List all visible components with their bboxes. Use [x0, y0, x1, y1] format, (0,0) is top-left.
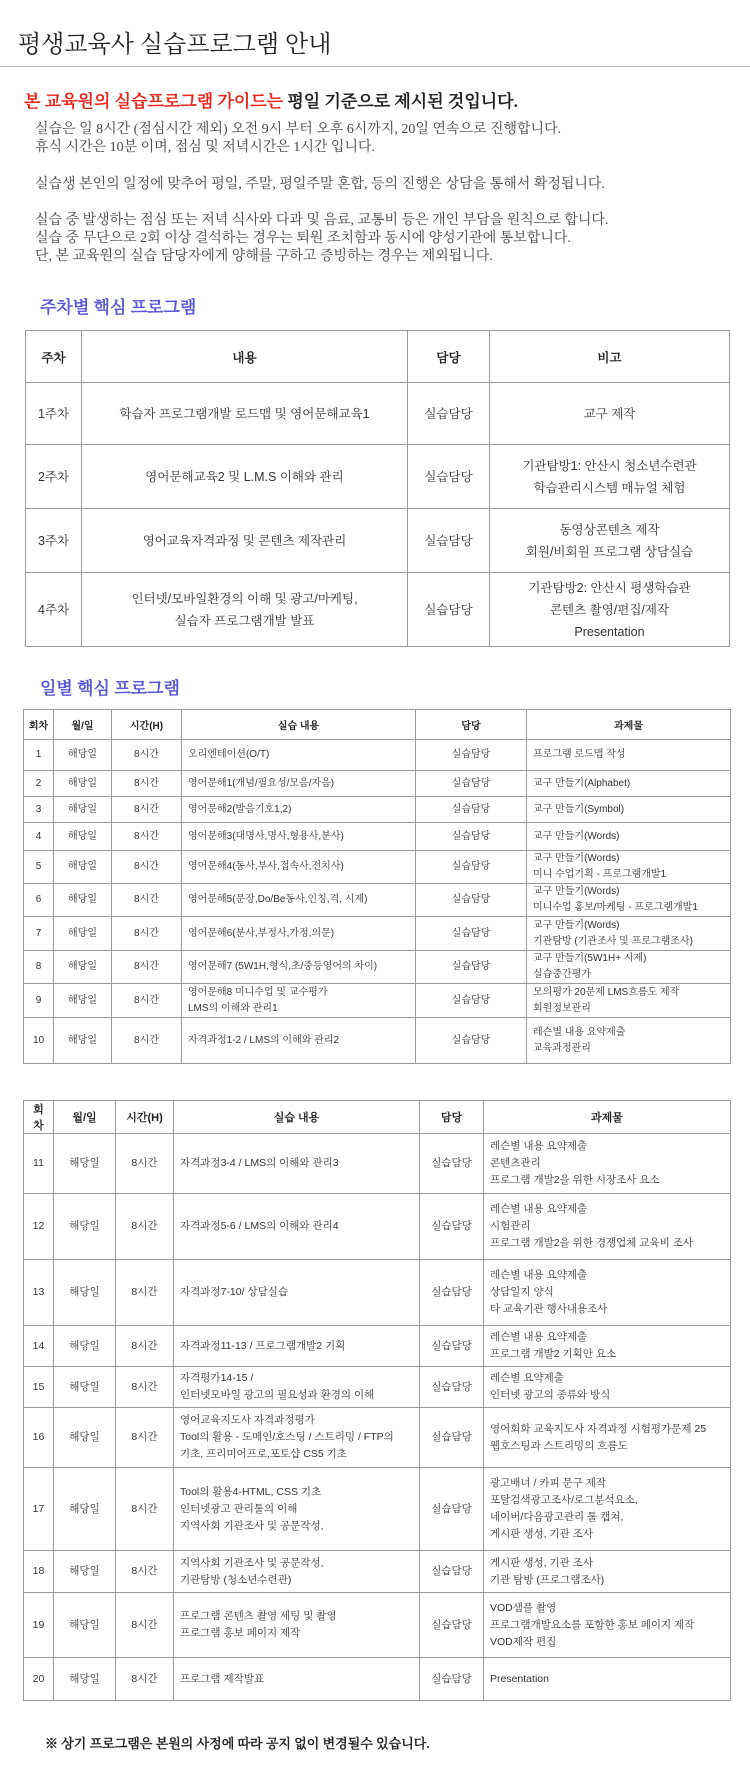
task-cell-line: 포탈검색광고조사/로그분석요소,	[490, 1494, 638, 1506]
hours-cell: 8시간	[112, 797, 182, 823]
content-cell-line: 프로그램 콘텐츠 촬영 세팅 및 촬영	[180, 1610, 337, 1622]
task-cell-line: 교구 만들기(Words)	[533, 830, 620, 842]
content-cell-line: 영어문해3(대명사,명사,형용사,분사)	[188, 830, 344, 842]
no-cell: 12	[24, 1194, 54, 1260]
task-cell-line: 콘텐츠관리	[490, 1157, 541, 1169]
content-cell-line: 영어문해6(분사,부정사,가정,의문)	[188, 927, 335, 939]
no-cell: 19	[24, 1593, 54, 1658]
task-cell	[527, 851, 731, 884]
date-cell: 해당일	[54, 1593, 116, 1658]
note-cell-line: 기관탐방1: 안산시 청소년수련관	[522, 458, 697, 473]
header-note: 비고	[490, 331, 730, 383]
no-cell: 15	[24, 1367, 54, 1408]
task-cell-line: 레슨별 내용 요약제출	[490, 1140, 588, 1152]
charge-cell: 실습담당	[416, 951, 527, 984]
intro-line: 실습 중 발생하는 점심 또는 저녁 식사와 다과 및 음료, 교통비 등은 개인 부담을 원칙으로 합니다.	[35, 213, 609, 228]
content-cell-line: 영어교육자격과정 및 콘텐츠 제작관리	[142, 533, 347, 548]
task-cell	[484, 1658, 731, 1701]
header-charge: 담당	[408, 331, 490, 383]
title-divider	[0, 66, 750, 67]
daily-heading: 일별 핵심 프로그램	[40, 679, 180, 698]
header-content: 실습 내용	[174, 1101, 420, 1134]
hours-cell: 8시간	[112, 771, 182, 797]
task-cell	[527, 884, 731, 917]
charge-cell: 실습담당	[408, 573, 490, 647]
task-cell-line: 레슨별 내용 요약제출	[533, 1026, 626, 1038]
task-cell	[484, 1260, 731, 1326]
header-charge: 담당	[416, 710, 527, 740]
daily-body-1	[24, 740, 731, 1064]
charge-cell: 실습담당	[408, 383, 490, 445]
hours-cell: 8시간	[112, 740, 182, 771]
daily-body-2	[24, 1134, 731, 1701]
content-cell-line: 영어문해5(문장,Do/Be동사,인칭,격, 시제)	[188, 894, 368, 905]
charge-cell: 실습담당	[420, 1194, 484, 1260]
hours-cell: 8시간	[112, 917, 182, 951]
task-cell-line: 상담일지 양식	[490, 1286, 554, 1298]
no-cell: 11	[24, 1134, 54, 1194]
weekly-row	[26, 383, 730, 445]
no-cell: 4	[24, 823, 54, 851]
daily-row	[24, 797, 731, 823]
daily-header-row	[24, 1101, 731, 1134]
content-cell	[182, 771, 416, 797]
week-cell: 2주차	[26, 445, 82, 509]
weekly-row	[26, 573, 730, 647]
content-cell	[174, 1367, 420, 1408]
note-cell-line: 기관탐방2: 안산시 평생학습관	[528, 580, 691, 595]
date-cell: 해당일	[54, 1260, 116, 1326]
task-cell	[484, 1408, 731, 1468]
no-cell: 1	[24, 740, 54, 771]
content-cell	[182, 851, 416, 884]
intro-paragraph-schedule	[35, 121, 561, 157]
daily-row	[24, 1408, 731, 1468]
hours-cell: 8시간	[112, 1018, 182, 1064]
charge-cell: 실습담당	[420, 1260, 484, 1326]
intro-paragraph-rules	[35, 212, 608, 266]
charge-cell: 실습담당	[420, 1468, 484, 1551]
content-cell-line: 영어문해2(발음기호1,2)	[188, 803, 292, 815]
hours-cell: 8시간	[116, 1551, 174, 1593]
note-cell-line: 콘텐츠 촬영/편집/제작	[549, 602, 670, 617]
daily-row	[24, 1593, 731, 1658]
hours-cell: 8시간	[112, 984, 182, 1018]
no-cell: 9	[24, 984, 54, 1018]
weekly-program-table	[25, 330, 730, 647]
hours-cell: 8시간	[116, 1367, 174, 1408]
no-cell: 17	[24, 1468, 54, 1551]
task-cell-line: 기관탐방 (기관조사 및 프로그램조사)	[533, 935, 693, 947]
task-cell-line: VOD제작 편집	[490, 1635, 557, 1648]
charge-cell: 실습담당	[420, 1593, 484, 1658]
date-cell: 해당일	[54, 917, 112, 951]
no-cell: 7	[24, 917, 54, 951]
note-cell-line: 교구 제작	[583, 406, 636, 421]
task-cell-line: 미니 수업기획 - 프로그램개발1	[533, 869, 667, 880]
content-cell	[174, 1658, 420, 1701]
header-content: 실습 내용	[182, 710, 416, 740]
charge-cell: 실습담당	[416, 851, 527, 884]
daily-row	[24, 740, 731, 771]
note-cell	[490, 383, 730, 445]
task-cell	[527, 917, 731, 951]
no-cell: 3	[24, 797, 54, 823]
date-cell: 해당일	[54, 771, 112, 797]
date-cell: 해당일	[54, 851, 112, 884]
date-cell: 해당일	[54, 1408, 116, 1468]
task-cell	[527, 797, 731, 823]
content-cell-line: Tool의 활용 - 도메인/호스팅 / 스트리밍 / FTP의	[180, 1431, 394, 1443]
week-cell: 3주차	[26, 509, 82, 573]
daily-row	[24, 951, 731, 984]
footer-note: ※ 상기 프로그램은 본원의 사정에 따라 공지 없이 변경될수 있습니다.	[45, 1736, 430, 1751]
task-cell	[527, 771, 731, 797]
charge-cell: 실습담당	[420, 1367, 484, 1408]
weekly-heading: 주차별 핵심 프로그램	[40, 298, 197, 317]
daily-row	[24, 917, 731, 951]
charge-cell: 실습담당	[420, 1134, 484, 1194]
task-cell-line: 기관 탐방 (프로그램조사)	[490, 1573, 605, 1586]
no-cell: 10	[24, 1018, 54, 1064]
task-cell-line: VOD샘플 촬영	[490, 1601, 557, 1614]
date-cell: 해당일	[54, 884, 112, 917]
task-cell	[484, 1468, 731, 1551]
task-cell-line: 레슨별 내용 요약제출	[490, 1203, 588, 1215]
header-hours: 시간(H)	[116, 1101, 174, 1134]
content-cell	[82, 573, 408, 647]
content-cell	[82, 383, 408, 445]
task-cell-line: 실습중간평가	[533, 969, 591, 980]
content-cell	[174, 1593, 420, 1658]
weekly-row	[26, 445, 730, 509]
content-cell-line: 영어문해1(개념/필요성/모음/자음)	[188, 777, 335, 789]
guide-statement	[24, 87, 518, 112]
date-cell: 해당일	[54, 984, 112, 1018]
note-cell-line: 동영상콘텐츠 제작	[559, 522, 660, 537]
daily-row	[24, 851, 731, 884]
task-cell-line: 교구 만들기(Symbol)	[533, 803, 625, 815]
task-cell-line: 교육과정관리	[533, 1042, 591, 1054]
intro-line: 실습생 본인의 일정에 맞추어 평일, 주말, 평일주말 혼합, 등의 진행은 상담을 통해서 확정됩니다.	[35, 177, 605, 192]
task-cell	[484, 1367, 731, 1408]
header-date: 월/일	[54, 1101, 116, 1134]
task-cell-line: 인터넷 광고의 종류와 방식	[490, 1389, 611, 1401]
task-cell	[484, 1326, 731, 1367]
task-cell-line: 레슨별 내용 요약제출	[490, 1331, 588, 1343]
task-cell-line: 교구 만들기(Alphabet)	[533, 777, 631, 789]
task-cell	[484, 1551, 731, 1593]
daily-header-row	[24, 710, 731, 740]
task-cell-line: 교구 만들기(5W1H+ 시제)	[533, 953, 647, 964]
daily-row	[24, 1551, 731, 1593]
no-cell: 8	[24, 951, 54, 984]
task-cell-line: 네이버/다음광고관리 툴 캡쳐,	[490, 1511, 624, 1523]
task-cell-line: 교구 만들기(Words)	[533, 919, 620, 931]
date-cell: 해당일	[54, 1551, 116, 1593]
task-cell-line: 레슨별 요약제출	[490, 1372, 564, 1384]
task-cell	[527, 1018, 731, 1064]
charge-cell: 실습담당	[416, 740, 527, 771]
content-cell	[174, 1408, 420, 1468]
hours-cell: 8시간	[116, 1194, 174, 1260]
header-date: 월/일	[54, 710, 112, 740]
task-cell-line: 게시판 생성, 기관 조사	[490, 1556, 593, 1569]
note-cell	[490, 445, 730, 509]
content-cell-line: 학습자 프로그램개발 로드맵 및 영어문해교육1	[119, 406, 370, 421]
task-cell-line: 시험관리	[490, 1220, 531, 1232]
content-cell-line: 인터넷/모바일환경의 이해 및 광고/마케팅,	[131, 591, 358, 606]
date-cell: 해당일	[54, 1134, 116, 1194]
intro-line: 단, 본 교육원의 실습 담당자에게 양해를 구하고 증빙하는 경우는 제외됩니다.	[35, 249, 493, 264]
content-cell	[182, 797, 416, 823]
intro-line: 휴식 시간은 10분 이며, 점심 및 저녁시간은 1시간 입니다.	[35, 140, 376, 155]
charge-cell: 실습담당	[416, 1018, 527, 1064]
content-cell-line: 인터넷광고 관리툴의 이해	[180, 1502, 298, 1515]
no-cell: 6	[24, 884, 54, 917]
content-cell-line: 지역사회 기관조사 및 공문작성,	[180, 1519, 324, 1532]
daily-row	[24, 884, 731, 917]
date-cell: 해당일	[54, 951, 112, 984]
content-cell	[82, 509, 408, 573]
intro-line: 실습은 일 8시간 (점심시간 제외) 오전 9시 부터 오후 6시까지, 20일 연속으로 진행합니다.	[35, 122, 562, 137]
task-cell-line: 프로그램 개발2을 위한 경쟁업체 교육비 조사	[490, 1237, 693, 1249]
daily-row	[24, 1367, 731, 1408]
content-cell-line: 오리엔테이션(O/T)	[188, 749, 270, 760]
hours-cell: 8시간	[116, 1326, 174, 1367]
date-cell: 해당일	[54, 740, 112, 771]
note-cell-line: 회원/비회원 프로그램 상담실습	[525, 544, 694, 559]
content-cell-line: 자격과정5-6 / LMS의 이해와 관리4	[180, 1220, 339, 1232]
charge-cell: 실습담당	[408, 509, 490, 573]
hours-cell: 8시간	[112, 851, 182, 884]
content-cell-line: 영어문해8 미니수업 및 교수평가	[188, 986, 328, 998]
intro-paragraph-options	[35, 176, 605, 194]
content-cell-line: 영어교육지도사 자격과정평가	[180, 1414, 315, 1426]
content-cell	[174, 1194, 420, 1260]
content-cell	[174, 1260, 420, 1326]
task-cell-line: 광고배너 / 카피 문구 제작	[490, 1477, 607, 1489]
content-cell-line: 기초, 프리미어프로,포토샵 CS5 기초	[180, 1448, 347, 1460]
content-cell-line: LMS의 이해와 관리1	[188, 1002, 278, 1014]
hours-cell: 8시간	[112, 823, 182, 851]
header-content: 내용	[82, 331, 408, 383]
date-cell: 해당일	[54, 1194, 116, 1260]
no-cell: 18	[24, 1551, 54, 1593]
content-cell-line: 영어문해교육2 및 L.M.S 이해와 관리	[145, 469, 344, 484]
content-cell-line: 자격과정1-2 / LMS의 이해와 관리2	[188, 1034, 340, 1046]
date-cell: 해당일	[54, 1326, 116, 1367]
date-cell: 해당일	[54, 1367, 116, 1408]
task-cell-line: 교구 만들기(Words)	[533, 886, 620, 897]
week-cell: 4주차	[26, 573, 82, 647]
note-cell	[490, 573, 730, 647]
task-cell	[527, 823, 731, 851]
task-cell	[527, 740, 731, 771]
weekly-header-row	[26, 331, 730, 383]
content-cell-line: 자격과정7-10/ 상담실습	[180, 1286, 288, 1298]
content-cell	[182, 917, 416, 951]
hours-cell: 8시간	[116, 1658, 174, 1701]
no-cell: 16	[24, 1408, 54, 1468]
content-cell	[174, 1326, 420, 1367]
charge-cell: 실습담당	[416, 917, 527, 951]
daily-row	[24, 1134, 731, 1194]
header-week: 주차	[26, 331, 82, 383]
no-cell: 13	[24, 1260, 54, 1326]
header-no: 회차	[24, 1101, 54, 1134]
charge-cell: 실습담당	[420, 1408, 484, 1468]
date-cell: 해당일	[54, 1018, 112, 1064]
content-cell	[174, 1551, 420, 1593]
charge-cell: 실습담당	[420, 1551, 484, 1593]
task-cell-line: 회원정보관리	[533, 1002, 591, 1014]
header-task: 과제물	[527, 710, 731, 740]
hours-cell: 8시간	[112, 884, 182, 917]
task-cell	[484, 1194, 731, 1260]
content-cell	[182, 1018, 416, 1064]
task-cell-line: 게시판 생성, 기관 조사	[490, 1528, 593, 1540]
content-cell	[82, 445, 408, 509]
content-cell-line: Tool의 활용4-HTML, CSS 기초	[180, 1485, 322, 1498]
content-cell	[174, 1134, 420, 1194]
daily-program-table-1	[23, 709, 731, 1064]
header-task: 과제물	[484, 1101, 731, 1134]
weekly-body	[26, 383, 730, 647]
date-cell: 해당일	[54, 823, 112, 851]
task-cell-line: 교구 만들기(Words)	[533, 853, 620, 864]
daily-row	[24, 984, 731, 1018]
header-charge: 담당	[420, 1101, 484, 1134]
content-cell-line: 영어문해7 (5W1H,형식,초/중등영어의 차이)	[188, 961, 378, 972]
task-cell	[484, 1134, 731, 1194]
header-hours: 시간(H)	[112, 710, 182, 740]
guide-rest: 평일 기준으로 제시된 것입니다.	[283, 92, 518, 111]
content-cell-line: 인터넷모바일 광고의 필요성과 환경의 이해	[180, 1389, 375, 1401]
content-cell-line: 지역사회 기관조사 및 공문작성,	[180, 1556, 324, 1569]
content-cell	[182, 884, 416, 917]
content-cell-line: 기관탐방 (청소년수련관)	[180, 1573, 292, 1586]
daily-row	[24, 1658, 731, 1701]
content-cell	[182, 740, 416, 771]
hours-cell: 8시간	[116, 1134, 174, 1194]
task-cell-line: 타 교육기관 행사내용조사	[490, 1303, 608, 1315]
content-cell-line: 프로그램 홍보 페이지 제작	[180, 1627, 301, 1639]
hours-cell: 8시간	[116, 1593, 174, 1658]
daily-row	[24, 1326, 731, 1367]
charge-cell: 실습담당	[420, 1326, 484, 1367]
no-cell: 20	[24, 1658, 54, 1701]
hours-cell: 8시간	[116, 1260, 174, 1326]
hours-cell: 8시간	[116, 1408, 174, 1468]
note-cell-line: 학습관리시스템 매뉴얼 체험	[533, 480, 686, 495]
task-cell-line: 프로그램 개발2 기획안 요소	[490, 1348, 617, 1360]
task-cell-line: 프로그램개발요소를 포함한 홍보 페이지 제작	[490, 1618, 695, 1631]
daily-row	[24, 1468, 731, 1551]
task-cell-line: 프로그램 로드맵 작성	[533, 749, 626, 760]
page-title: 평생교육사 실습프로그램 안내	[18, 32, 332, 58]
task-cell-line: Presentation	[490, 1672, 549, 1685]
charge-cell: 실습담당	[408, 445, 490, 509]
task-cell-line: 모의평가 20문제 LMS흐름도 제작	[533, 986, 680, 998]
task-cell-line: 프로그램 개발2을 위한 시장조사 요소	[490, 1174, 660, 1186]
daily-row	[24, 823, 731, 851]
hours-cell: 8시간	[116, 1468, 174, 1551]
content-cell-line: 실습자 프로그램개발 발표	[174, 613, 315, 628]
hours-cell: 8시간	[112, 951, 182, 984]
daily-program-table-2	[23, 1100, 731, 1701]
content-cell	[182, 951, 416, 984]
content-cell	[174, 1468, 420, 1551]
daily-row	[24, 771, 731, 797]
content-cell	[182, 823, 416, 851]
week-cell: 1주차	[26, 383, 82, 445]
content-cell-line: 자격평가14-15 /	[180, 1372, 254, 1384]
content-cell-line: 프로그램 제작발표	[180, 1672, 265, 1685]
task-cell-line: 미니수업 홍보/마케팅 - 프로그램개발1	[533, 902, 698, 913]
charge-cell: 실습담당	[416, 771, 527, 797]
no-cell: 14	[24, 1326, 54, 1367]
charge-cell: 실습담당	[416, 984, 527, 1018]
note-cell	[490, 509, 730, 573]
guide-highlight: 본 교육원의 실습프로그램 가이드는	[24, 92, 284, 111]
daily-row	[24, 1260, 731, 1326]
date-cell: 해당일	[54, 797, 112, 823]
task-cell-line: 웹호스팅과 스트리밍의 흐름도	[490, 1439, 628, 1452]
daily-row	[24, 1194, 731, 1260]
task-cell	[527, 951, 731, 984]
task-cell-line: 레슨별 내용 요약제출	[490, 1269, 588, 1281]
intro-line: 실습 중 무단으로 2회 이상 결석하는 경우는 퇴원 조치함과 동시에 양성기관에 통보합니다.	[35, 231, 571, 246]
content-cell	[182, 984, 416, 1018]
daily-row	[24, 1018, 731, 1064]
weekly-row	[26, 509, 730, 573]
task-cell	[527, 984, 731, 1018]
content-cell-line: 자격과정11-13 / 프로그램개발2 기획	[180, 1339, 346, 1352]
no-cell: 5	[24, 851, 54, 884]
no-cell: 2	[24, 771, 54, 797]
note-cell-line: Presentation	[574, 624, 645, 639]
date-cell: 해당일	[54, 1468, 116, 1551]
charge-cell: 실습담당	[416, 884, 527, 917]
date-cell: 해당일	[54, 1658, 116, 1701]
charge-cell: 실습담당	[416, 797, 527, 823]
charge-cell: 실습담당	[420, 1658, 484, 1701]
task-cell	[484, 1593, 731, 1658]
content-cell-line: 영어문해4(동사,부사,접속사,전치사)	[188, 861, 344, 872]
task-cell-line: 영어회화 교육지도사 자격과정 시험평가문제 25	[490, 1422, 707, 1435]
content-cell-line: 자격과정3-4 / LMS의 이해와 관리3	[180, 1157, 339, 1169]
header-no: 회차	[24, 710, 54, 740]
charge-cell: 실습담당	[416, 823, 527, 851]
